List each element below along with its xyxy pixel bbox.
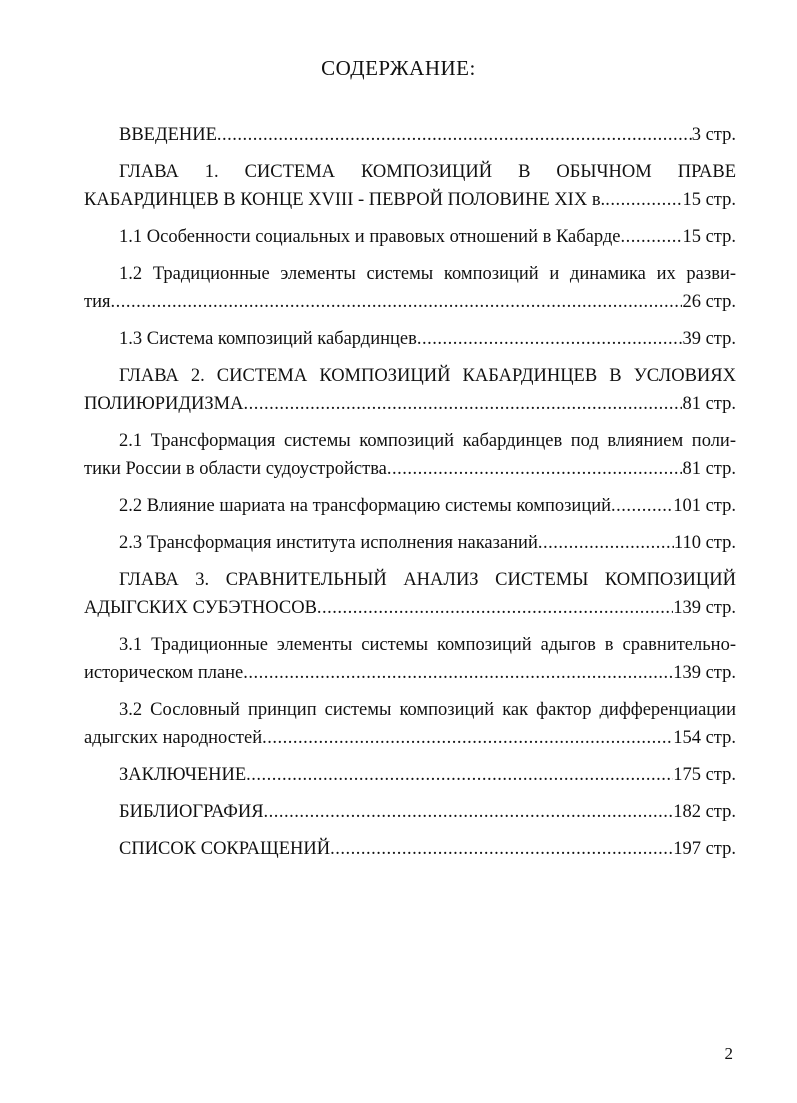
toc-entry-page: 3 стр. (691, 125, 736, 145)
toc-entry-title-line: ГЛАВА 2. СИСТЕМА КОМПОЗИЦИЙ КАБАРДИНЦЕВ В УСЛОВИЯХ (119, 366, 736, 386)
toc-entry-conclusion[interactable] (84, 761, 736, 789)
toc-entry-section-3-1[interactable] (84, 631, 736, 687)
toc-entry-title-line: 3.1 Традиционные элементы системы композиций адыгов в сравнительно- (119, 635, 736, 655)
toc-entry-section-3-2[interactable] (84, 696, 736, 752)
toc-entry-chapter-1[interactable] (84, 158, 736, 214)
table-of-contents (84, 121, 736, 863)
toc-entry-page: 39 стр. (682, 329, 736, 349)
toc-leader-dots (264, 798, 674, 826)
toc-leader-dots (262, 724, 673, 752)
toc-entry-abbreviations[interactable] (84, 835, 736, 863)
toc-entry-chapter-3[interactable] (84, 566, 736, 622)
toc-entry-page: 101 стр. (673, 496, 736, 516)
toc-entry-title-line: 1.2 Традиционные элементы системы композиций и динамика их разви- (119, 264, 736, 284)
toc-entry-introduction[interactable] (84, 121, 736, 149)
toc-entry-title: БИБЛИОГРАФИЯ (119, 802, 264, 822)
toc-entry-title: КАБАРДИНЦЕВ В КОНЦЕ XVIII - ПЕВРОЙ ПОЛОВИНЕ XIX в. (84, 190, 606, 210)
toc-leader-dots (246, 761, 673, 789)
toc-leader-dots (417, 325, 683, 353)
toc-entry-page: 139 стр. (673, 598, 736, 618)
toc-entry-section-2-3[interactable] (84, 529, 736, 557)
toc-leader-dots (605, 186, 682, 214)
toc-entry-title: 1.1 Особенности социальных и правовых отношений в Кабарде (119, 227, 621, 247)
toc-entry-section-1-3[interactable] (84, 325, 736, 353)
toc-entry-page: 15 стр. (682, 190, 736, 210)
toc-entry-title: адыгских народностей (84, 728, 263, 748)
toc-leader-dots (330, 835, 673, 863)
toc-entry-title: ЗАКЛЮЧЕНИЕ (119, 765, 247, 785)
page-number: 2 (724, 1044, 733, 1063)
toc-entry-title: историческом плане (84, 663, 244, 683)
toc-entry-title: СПИСОК СОКРАЩЕНИЙ (119, 839, 331, 859)
toc-entry-title-line: 3.2 Сословный принцип системы композиций как фактор дифференциации (119, 700, 736, 720)
toc-entry-page: 81 стр. (682, 394, 736, 414)
toc-entry-section-2-1[interactable] (84, 427, 736, 483)
toc-leader-dots (243, 659, 673, 687)
toc-entry-chapter-2[interactable] (84, 362, 736, 418)
toc-entry-page: 81 стр. (682, 459, 736, 479)
page-title: СОДЕРЖАНИЕ: (321, 56, 476, 80)
toc-entry-section-2-2[interactable] (84, 492, 736, 520)
toc-entry-title: 2.3 Трансформация института исполнения наказаний (119, 533, 538, 553)
toc-entry-page: 175 стр. (673, 765, 736, 785)
toc-entry-title: 2.2 Влияние шариата на трансформацию системы композиций (119, 496, 612, 516)
toc-entry-title: тики России в области судоустройства (84, 459, 387, 479)
toc-entry-page: 110 стр. (673, 533, 736, 553)
toc-entry-page: 26 стр. (682, 292, 736, 312)
toc-leader-dots (317, 594, 673, 622)
toc-entry-page: 15 стр. (682, 227, 736, 247)
toc-entry-title: АДЫГСКИХ СУБЭТНОСОВ (84, 598, 317, 618)
toc-entry-title-line: ГЛАВА 1. СИСТЕМА КОМПОЗИЦИЙ В ОБЫЧНОМ ПРАВЕ (119, 162, 736, 182)
toc-entry-page: 154 стр. (673, 728, 736, 748)
toc-entry-title: ПОЛИЮРИДИЗМА (84, 394, 244, 414)
toc-entry-page: 197 стр. (673, 839, 736, 859)
toc-leader-dots (387, 455, 683, 483)
toc-leader-dots (217, 121, 692, 149)
toc-entry-title: тия (84, 292, 111, 312)
toc-entry-title: ВВЕДЕНИЕ (119, 125, 217, 145)
toc-entry-section-1-1[interactable] (84, 223, 736, 251)
toc-leader-dots (243, 390, 682, 418)
toc-entry-title-line: ГЛАВА 3. СРАВНИТЕЛЬНЫЙ АНАЛИЗ СИСТЕМЫ КОМПОЗИЦИЙ (119, 570, 736, 590)
toc-leader-dots (111, 288, 683, 316)
toc-entry-bibliography[interactable] (84, 798, 736, 826)
toc-leader-dots (538, 529, 674, 557)
toc-entry-section-1-2[interactable] (84, 260, 736, 316)
toc-entry-page: 139 стр. (673, 663, 736, 683)
toc-entry-page: 182 стр. (673, 802, 736, 822)
toc-entry-title: 1.3 Система композиций кабардинцев (119, 329, 417, 349)
toc-leader-dots (611, 492, 673, 520)
toc-entry-title-line: 2.1 Трансформация системы композиций кабардинцев под влиянием поли- (119, 431, 736, 451)
toc-leader-dots (621, 223, 683, 251)
